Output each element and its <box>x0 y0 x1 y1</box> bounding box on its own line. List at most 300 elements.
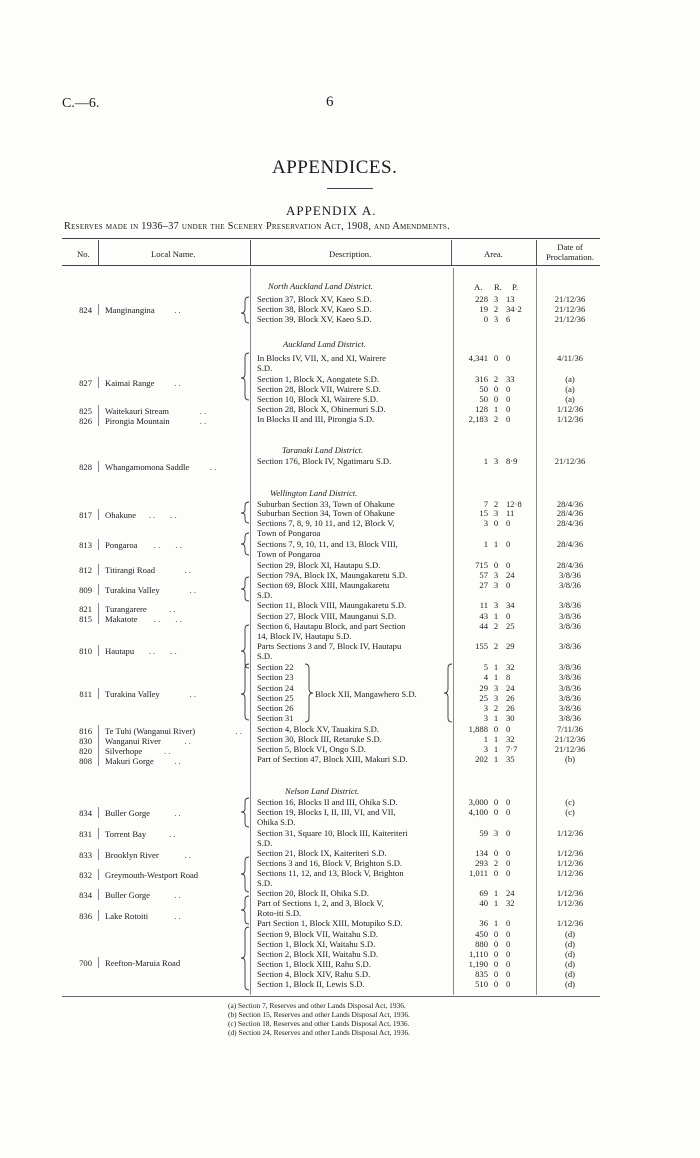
description-cell: Section 31 <box>257 713 294 723</box>
area-perches: 6 <box>506 314 511 324</box>
area-perches: 32 <box>506 898 515 908</box>
area-acres: 293 <box>475 858 488 868</box>
area-acres: 1 <box>483 539 488 549</box>
row-number: 700 <box>79 958 92 968</box>
proclamation-date: 3/8/36 <box>559 703 581 713</box>
local-name: Titirangi Road <box>105 565 156 575</box>
name-column-rule <box>98 645 99 656</box>
local-name: Silverhope <box>105 746 143 756</box>
area-roods: 0 <box>493 384 499 394</box>
area-acres: 50 <box>479 394 488 404</box>
area-acres: 155 <box>475 641 488 651</box>
proclamation-date: 1/12/36 <box>556 414 584 424</box>
area-perches: 35 <box>506 754 515 764</box>
local-name: Manginangina <box>105 305 155 315</box>
area-roods: 3 <box>493 683 499 693</box>
area-roods: 3 <box>493 693 499 703</box>
description-cell: S.D. <box>257 838 273 848</box>
column-header-local-name: Local Name. <box>151 249 196 259</box>
area-acres: 2,183 <box>468 414 488 424</box>
row-number: 821 <box>79 604 92 614</box>
area-acres: 43 <box>479 611 488 621</box>
local-name: Pongaroa <box>105 540 138 550</box>
area-roods: 2 <box>493 621 499 631</box>
local-name: Hautapu <box>105 646 135 656</box>
leader-dots: . . <box>199 406 207 416</box>
description-cell: Section 1, Block XIII, Rahu S.D. <box>257 959 371 969</box>
local-name: Kaimai Range <box>105 378 155 388</box>
area-acres: 128 <box>475 404 488 414</box>
header-top-rule <box>62 238 600 239</box>
local-name: Ohakune <box>105 510 137 520</box>
area-acres: 715 <box>475 560 488 570</box>
description-cell: Part of Sections 1, 2, and 3, Block V, <box>257 898 384 908</box>
bracket-section-22-31-right <box>444 664 452 722</box>
area-perches: 0 <box>506 979 511 989</box>
leader-dots: . . <box>235 726 242 736</box>
area-perches: 0 <box>506 939 511 949</box>
area-acres: 510 <box>475 979 488 989</box>
row-number: 826 <box>79 416 92 426</box>
area-acres: 1,110 <box>468 949 488 959</box>
area-roods: 0 <box>493 979 499 989</box>
row-number: 815 <box>79 614 92 624</box>
description-cell: Section 11, Block VIII, Maungakaretu S.D. <box>257 600 407 610</box>
leader-dots: . . <box>169 829 176 839</box>
area-perches-header: P. <box>512 282 518 292</box>
name-column-rule <box>98 910 99 921</box>
description-cell: Section 4, Block XIV, Rahu S.D. <box>257 969 371 979</box>
row-number: 830 <box>79 736 92 746</box>
area-acres: 835 <box>475 969 488 979</box>
area-acres: 25 <box>479 693 488 703</box>
bracket-pongaroa <box>241 533 249 555</box>
row-number: 828 <box>79 462 92 472</box>
area-perches: 13 <box>506 294 515 304</box>
proclamation-date: 28/4/36 <box>556 499 584 509</box>
name-column-rule <box>98 509 99 520</box>
area-acres: 1 <box>483 734 488 744</box>
proclamation-date: 21/12/36 <box>554 456 586 466</box>
description-cell: Section 5, Block VI, Ongo S.D. <box>257 744 366 754</box>
row-number: 808 <box>79 756 92 766</box>
area-roods: 2 <box>493 374 499 384</box>
header-bottom-rule <box>62 265 600 266</box>
area-roods: 2 <box>493 499 499 509</box>
bracket-greymouth-westport <box>241 857 249 892</box>
area-roods: 1 <box>493 754 499 764</box>
description-cell: Parts Sections 3 and 7, Block IV, Hautapu <box>257 641 402 651</box>
area-acres: 27 <box>479 580 488 590</box>
area-roods: 0 <box>493 959 499 969</box>
proclamation-date: 4/11/36 <box>557 353 583 363</box>
description-cell: Section 16, Blocks II and III, Ohika S.D. <box>257 797 398 807</box>
area-roods-header: R. <box>494 282 502 292</box>
document-reference: C.—6. <box>62 96 100 111</box>
area-perches: 24 <box>506 888 515 898</box>
leader-dots: . . <box>199 416 207 426</box>
area-roods: 3 <box>493 600 499 610</box>
proclamation-date: 3/8/36 <box>559 611 581 621</box>
description-cell: Section 26 <box>257 703 294 713</box>
description-cell: In Blocks IV, VII, X, and XI, Wairere <box>257 353 386 363</box>
proclamation-date: (d) <box>564 939 576 949</box>
area-acres: 36 <box>479 918 488 928</box>
bracket-lake-rotoiti <box>241 896 249 924</box>
area-perches: 0 <box>506 353 511 363</box>
description-cell: Section 38, Block XV, Kaeo S.D. <box>257 304 372 314</box>
area-roods: 1 <box>493 672 499 682</box>
name-column-rule <box>98 415 99 426</box>
area-perches: 0 <box>506 858 511 868</box>
area-perches: 34 <box>506 600 515 610</box>
description-cell: Section 1, Block X, Aongatete S.D. <box>257 374 379 384</box>
row-number: 824 <box>79 305 92 315</box>
local-name: Greymouth-Westport Road <box>105 870 199 880</box>
area-perches: 11 <box>506 508 515 518</box>
area-roods: 3 <box>493 580 499 590</box>
description-cell: S.D. <box>257 363 273 373</box>
name-column-rule <box>98 869 99 880</box>
area-roods: 0 <box>493 929 499 939</box>
area-perches: 0 <box>506 959 511 969</box>
area-roods: 1 <box>493 611 499 621</box>
area-acres: 15 <box>479 508 488 518</box>
row-number: 836 <box>79 911 92 921</box>
area-roods: 0 <box>493 560 499 570</box>
proclamation-date: 3/8/36 <box>559 713 581 723</box>
footnote: (d) Section 24, Reserves and other Lands Disposal Act, 1936. <box>228 1028 410 1037</box>
local-name: Turakina Valley <box>105 689 160 699</box>
area-acres: 57 <box>479 570 488 580</box>
area-acres: 4,341 <box>468 353 488 363</box>
name-column-rule <box>98 461 99 472</box>
proclamation-date: 1/12/36 <box>556 888 584 898</box>
proclamation-date: 28/4/36 <box>556 539 584 549</box>
area-perches: 0 <box>506 797 511 807</box>
row-number: 834 <box>79 890 92 900</box>
description-cell: Sections 7, 8, 9, 10 11, and 12, Block V, <box>257 518 395 528</box>
description-cell: Section 69, Block XIII, Maungakaretu <box>257 580 390 590</box>
area-acres: 1,888 <box>468 724 488 734</box>
description-cell: Section 27, Block VIII, Maunganui S.D. <box>257 611 396 621</box>
area-roods: 3 <box>493 828 499 838</box>
description-cell: Section 24 <box>257 683 294 693</box>
proclamation-date: 21/12/36 <box>554 744 586 754</box>
footnote: (c) Section 18, Reserves and other Lands Disposal Act, 1936. <box>228 1019 410 1028</box>
district-heading-nelson: Nelson Land District. <box>285 786 360 796</box>
proclamation-date: 1/12/36 <box>556 898 584 908</box>
area-perches: 0 <box>506 929 511 939</box>
description-cell: Section 37, Block XV, Kaeo S.D. <box>257 294 372 304</box>
local-name: Whangamomona Saddle <box>105 462 190 472</box>
district-heading-north-auckland: North Auckland Land District. <box>268 281 373 291</box>
area-perches: 8·9 <box>506 456 518 466</box>
page-title: APPENDICES. <box>272 157 398 178</box>
description-cell: Section 79A, Block IX, Maungakaretu S.D. <box>257 570 408 580</box>
name-column-rule <box>98 688 99 699</box>
leader-dots: . . <box>209 462 217 472</box>
area-acres-header: A. <box>474 282 483 292</box>
area-roods: 2 <box>493 641 499 651</box>
proclamation-date: 3/8/36 <box>559 683 581 693</box>
area-perches: 32 <box>506 662 515 672</box>
proclamation-date: (d) <box>564 969 576 979</box>
area-acres: 59 <box>479 828 488 838</box>
area-acres: 44 <box>479 621 488 631</box>
leader-dots: . . <box>174 305 181 315</box>
description-cell: Suburban Section 34, Town of Ohakune <box>257 508 395 518</box>
description-cell: Section 4, Block XV, Tauakira S.D. <box>257 724 380 734</box>
area-acres: 3 <box>483 744 488 754</box>
column-rule-desc <box>250 268 251 995</box>
footnote: (a) Section 7, Reserves and other Lands Disposal Act, 1936. <box>228 1001 406 1010</box>
area-roods: 3 <box>493 314 499 324</box>
proclamation-date: 1/12/36 <box>556 858 584 868</box>
proclamation-date: 1/12/36 <box>556 848 584 858</box>
area-acres: 5 <box>483 662 488 672</box>
bracket-turakina-valley-809 <box>241 577 249 601</box>
area-acres: 228 <box>475 294 488 304</box>
area-roods: 0 <box>493 518 499 528</box>
area-acres: 4 <box>483 672 488 682</box>
area-perches: 0 <box>506 414 511 424</box>
name-column-rule <box>98 755 99 766</box>
area-acres: 880 <box>475 939 488 949</box>
name-column-rule <box>98 304 99 315</box>
description-cell: Roto-iti S.D. <box>257 908 302 918</box>
local-name: Brooklyn River <box>105 850 159 860</box>
column-header-area: Area. <box>484 249 503 259</box>
area-roods: 0 <box>493 939 499 949</box>
area-acres: 3 <box>483 713 488 723</box>
description-cell: 14, Block IV, Hautapu S.D. <box>257 631 352 641</box>
name-column-rule <box>98 564 99 575</box>
proclamation-date: (a) <box>565 374 575 384</box>
leader-dots: . . <box>174 756 181 766</box>
area-perches: 12·8 <box>506 499 522 509</box>
row-number: 809 <box>79 585 92 595</box>
footnote: (b) Section 15, Reserves and other Lands Disposal Act, 1936. <box>228 1010 410 1019</box>
row-number: 833 <box>79 850 92 860</box>
area-perches: 0 <box>506 611 511 621</box>
description-cell: Section 20, Block II, Ohika S.D. <box>257 888 369 898</box>
proclamation-date: (d) <box>564 959 576 969</box>
page-number: 6 <box>326 94 334 110</box>
leader-dots: . . <box>189 689 196 699</box>
area-perches: 7·7 <box>506 744 518 754</box>
name-column-rule <box>98 849 99 860</box>
column-rule-4 <box>536 240 537 265</box>
name-column-rule <box>98 613 99 624</box>
local-name: Makuri Gorge <box>105 756 154 766</box>
column-rule-3 <box>451 240 452 265</box>
local-name: Turangarere <box>105 604 147 614</box>
area-perches: 0 <box>506 384 511 394</box>
footer-rule <box>62 996 600 997</box>
proclamation-date: 21/12/36 <box>554 294 586 304</box>
row-number: 811 <box>79 689 92 699</box>
area-roods: 3 <box>493 294 499 304</box>
row-number: 832 <box>79 870 92 880</box>
column-header-no: No. <box>77 249 90 259</box>
leader-dots: . . . . <box>153 614 182 624</box>
row-number: 810 <box>79 646 92 656</box>
description-cell: Ohika S.D. <box>257 817 296 827</box>
proclamation-date: 1/12/36 <box>556 868 584 878</box>
area-roods: 0 <box>493 868 499 878</box>
area-acres: 3,000 <box>468 797 488 807</box>
proclamation-date: (a) <box>565 384 575 394</box>
description-cell: Section 28, Block VII, Wairere S.D. <box>257 384 381 394</box>
local-name: Pirongia Mountain <box>105 416 170 426</box>
proclamation-date: 3/8/36 <box>559 693 581 703</box>
area-perches: 34·2 <box>506 304 522 314</box>
proclamation-date: 3/8/36 <box>559 672 581 682</box>
description-cell: Section 176, Block IV, Ngatimaru S.D. <box>257 456 392 466</box>
area-acres: 40 <box>479 898 488 908</box>
area-acres: 29 <box>479 683 488 693</box>
proclamation-date: (c) <box>565 807 575 817</box>
table-subtitle: Reserves made in 1936–37 under the Scenery Preservation Act, 1908, and Amendments. <box>64 221 450 232</box>
proclamation-date: (a) <box>565 394 575 404</box>
area-perches: 26 <box>506 703 515 713</box>
area-perches: 0 <box>506 724 511 734</box>
area-roods: 0 <box>493 969 499 979</box>
area-roods: 3 <box>493 570 499 580</box>
description-cell: Section 6, Hautapu Block, and part Section <box>257 621 406 631</box>
description-cell: Section 25 <box>257 693 294 703</box>
local-name: Torrent Bay <box>105 829 147 839</box>
column-header-date: Date of Proclamation. <box>546 242 594 262</box>
description-cell: Section 22 <box>257 662 294 672</box>
title-rule <box>327 188 373 189</box>
area-perches: 0 <box>506 560 511 570</box>
proclamation-date: 1/12/36 <box>556 828 584 838</box>
area-roods: 0 <box>493 353 499 363</box>
proclamation-date: 3/8/36 <box>559 570 581 580</box>
district-heading-wellington: Wellington Land District. <box>270 488 358 498</box>
area-perches: 33 <box>506 374 515 384</box>
appendix-heading: APPENDIX A. <box>286 203 377 218</box>
description-cell: Section 2, Block XII, Waitahu S.D. <box>257 949 379 959</box>
description-cell: Section 30, Block III, Retaruke S.D. <box>257 734 382 744</box>
area-roods: 2 <box>493 703 499 713</box>
area-perches: 29 <box>506 641 515 651</box>
bracket-section-22-31 <box>305 664 313 722</box>
area-roods: 1 <box>493 734 499 744</box>
proclamation-date: 28/4/36 <box>556 518 584 528</box>
area-acres: 0 <box>483 314 488 324</box>
area-roods: 1 <box>493 404 499 414</box>
description-cell: Town of Pongaroa <box>257 549 321 559</box>
area-roods: 0 <box>493 394 499 404</box>
description-cell: Section 1, Block XI, Waitahu S.D. <box>257 939 376 949</box>
bracket-kaimai <box>241 353 249 400</box>
area-acres: 1,190 <box>468 959 488 969</box>
area-acres: 134 <box>475 848 488 858</box>
area-perches: 26 <box>506 693 515 703</box>
name-column-rule <box>98 377 99 388</box>
leader-dots: . . . . <box>153 540 182 550</box>
area-acres: 1,011 <box>468 868 488 878</box>
proclamation-date: (d) <box>564 929 576 939</box>
local-name: Makatote <box>105 614 138 624</box>
row-number: 817 <box>79 510 92 520</box>
description-cell: Section 9, Block VII, Waitahu S.D. <box>257 929 378 939</box>
name-column-rule <box>98 957 99 968</box>
area-acres: 450 <box>475 929 488 939</box>
proclamation-date: (c) <box>565 797 575 807</box>
area-perches: 0 <box>506 539 511 549</box>
description-cell: Section 31, Square 10, Block III, Kaiteriteri <box>257 828 408 838</box>
description-cell: Section 10, Block XI, Wairere S.D. <box>257 394 379 404</box>
description-cell: Suburban Section 33, Town of Ohakune <box>257 499 395 509</box>
leader-dots: . . <box>184 565 191 575</box>
bracket-reefton-maruia <box>241 927 249 990</box>
name-column-rule <box>98 584 99 595</box>
area-perches: 25 <box>506 621 515 631</box>
leader-dots: . . <box>174 911 181 921</box>
leader-dots: . . . . <box>148 646 177 656</box>
proclamation-date: (d) <box>564 979 576 989</box>
area-perches: 0 <box>506 394 511 404</box>
proclamation-date: 1/12/36 <box>556 918 584 928</box>
area-roods: 0 <box>493 949 499 959</box>
description-cell: In Blocks II and III, Pirongia S.D. <box>257 414 375 424</box>
description-cell: Section 28, Block X, Ohinemuri S.D. <box>257 404 386 414</box>
area-perches: 0 <box>506 828 511 838</box>
row-number: 813 <box>79 540 92 550</box>
proclamation-date: 3/8/36 <box>559 621 581 631</box>
proclamation-date: 21/12/36 <box>554 734 586 744</box>
district-heading-taranaki: Taranaki Land District. <box>282 445 364 455</box>
area-roods: 1 <box>493 918 499 928</box>
description-cell: Section 29, Block XI, Hautapu S.D. <box>257 560 381 570</box>
proclamation-date: 3/8/36 <box>559 641 581 651</box>
proclamation-date: (d) <box>564 949 576 959</box>
description-cell: Section 1, Block II, Lewis S.D. <box>257 979 365 989</box>
row-number: 827 <box>79 378 92 388</box>
local-name: Wanganui River <box>105 736 161 746</box>
proclamation-date: 3/8/36 <box>559 580 581 590</box>
leader-dots: . . <box>184 736 191 746</box>
row-number: 812 <box>79 565 92 575</box>
proclamation-date: 28/4/36 <box>556 560 584 570</box>
area-perches: 24 <box>506 570 515 580</box>
description-cell: Sections 7, 9, 10, 11, and 13, Block VIII, <box>257 539 398 549</box>
area-perches: 0 <box>506 518 511 528</box>
description-cell: S.D. <box>257 878 273 888</box>
area-perches: 0 <box>506 868 511 878</box>
proclamation-date: 1/12/36 <box>556 404 584 414</box>
description-cell: Section 21, Block IX, Kaiteriteri S.D. <box>257 848 387 858</box>
area-roods: 0 <box>493 797 499 807</box>
leader-dots: . . <box>169 604 176 614</box>
row-number: 834 <box>79 808 92 818</box>
area-perches: 0 <box>506 848 511 858</box>
area-perches: 24 <box>506 683 515 693</box>
area-acres: 69 <box>479 888 488 898</box>
leader-dots: . . . . <box>148 510 177 520</box>
area-perches: 0 <box>506 969 511 979</box>
area-perches: 0 <box>506 807 511 817</box>
row-number: 831 <box>79 829 92 839</box>
row-number: 820 <box>79 746 92 756</box>
area-roods: 3 <box>493 508 499 518</box>
name-column-rule <box>98 889 99 900</box>
name-column-rule <box>98 539 99 550</box>
